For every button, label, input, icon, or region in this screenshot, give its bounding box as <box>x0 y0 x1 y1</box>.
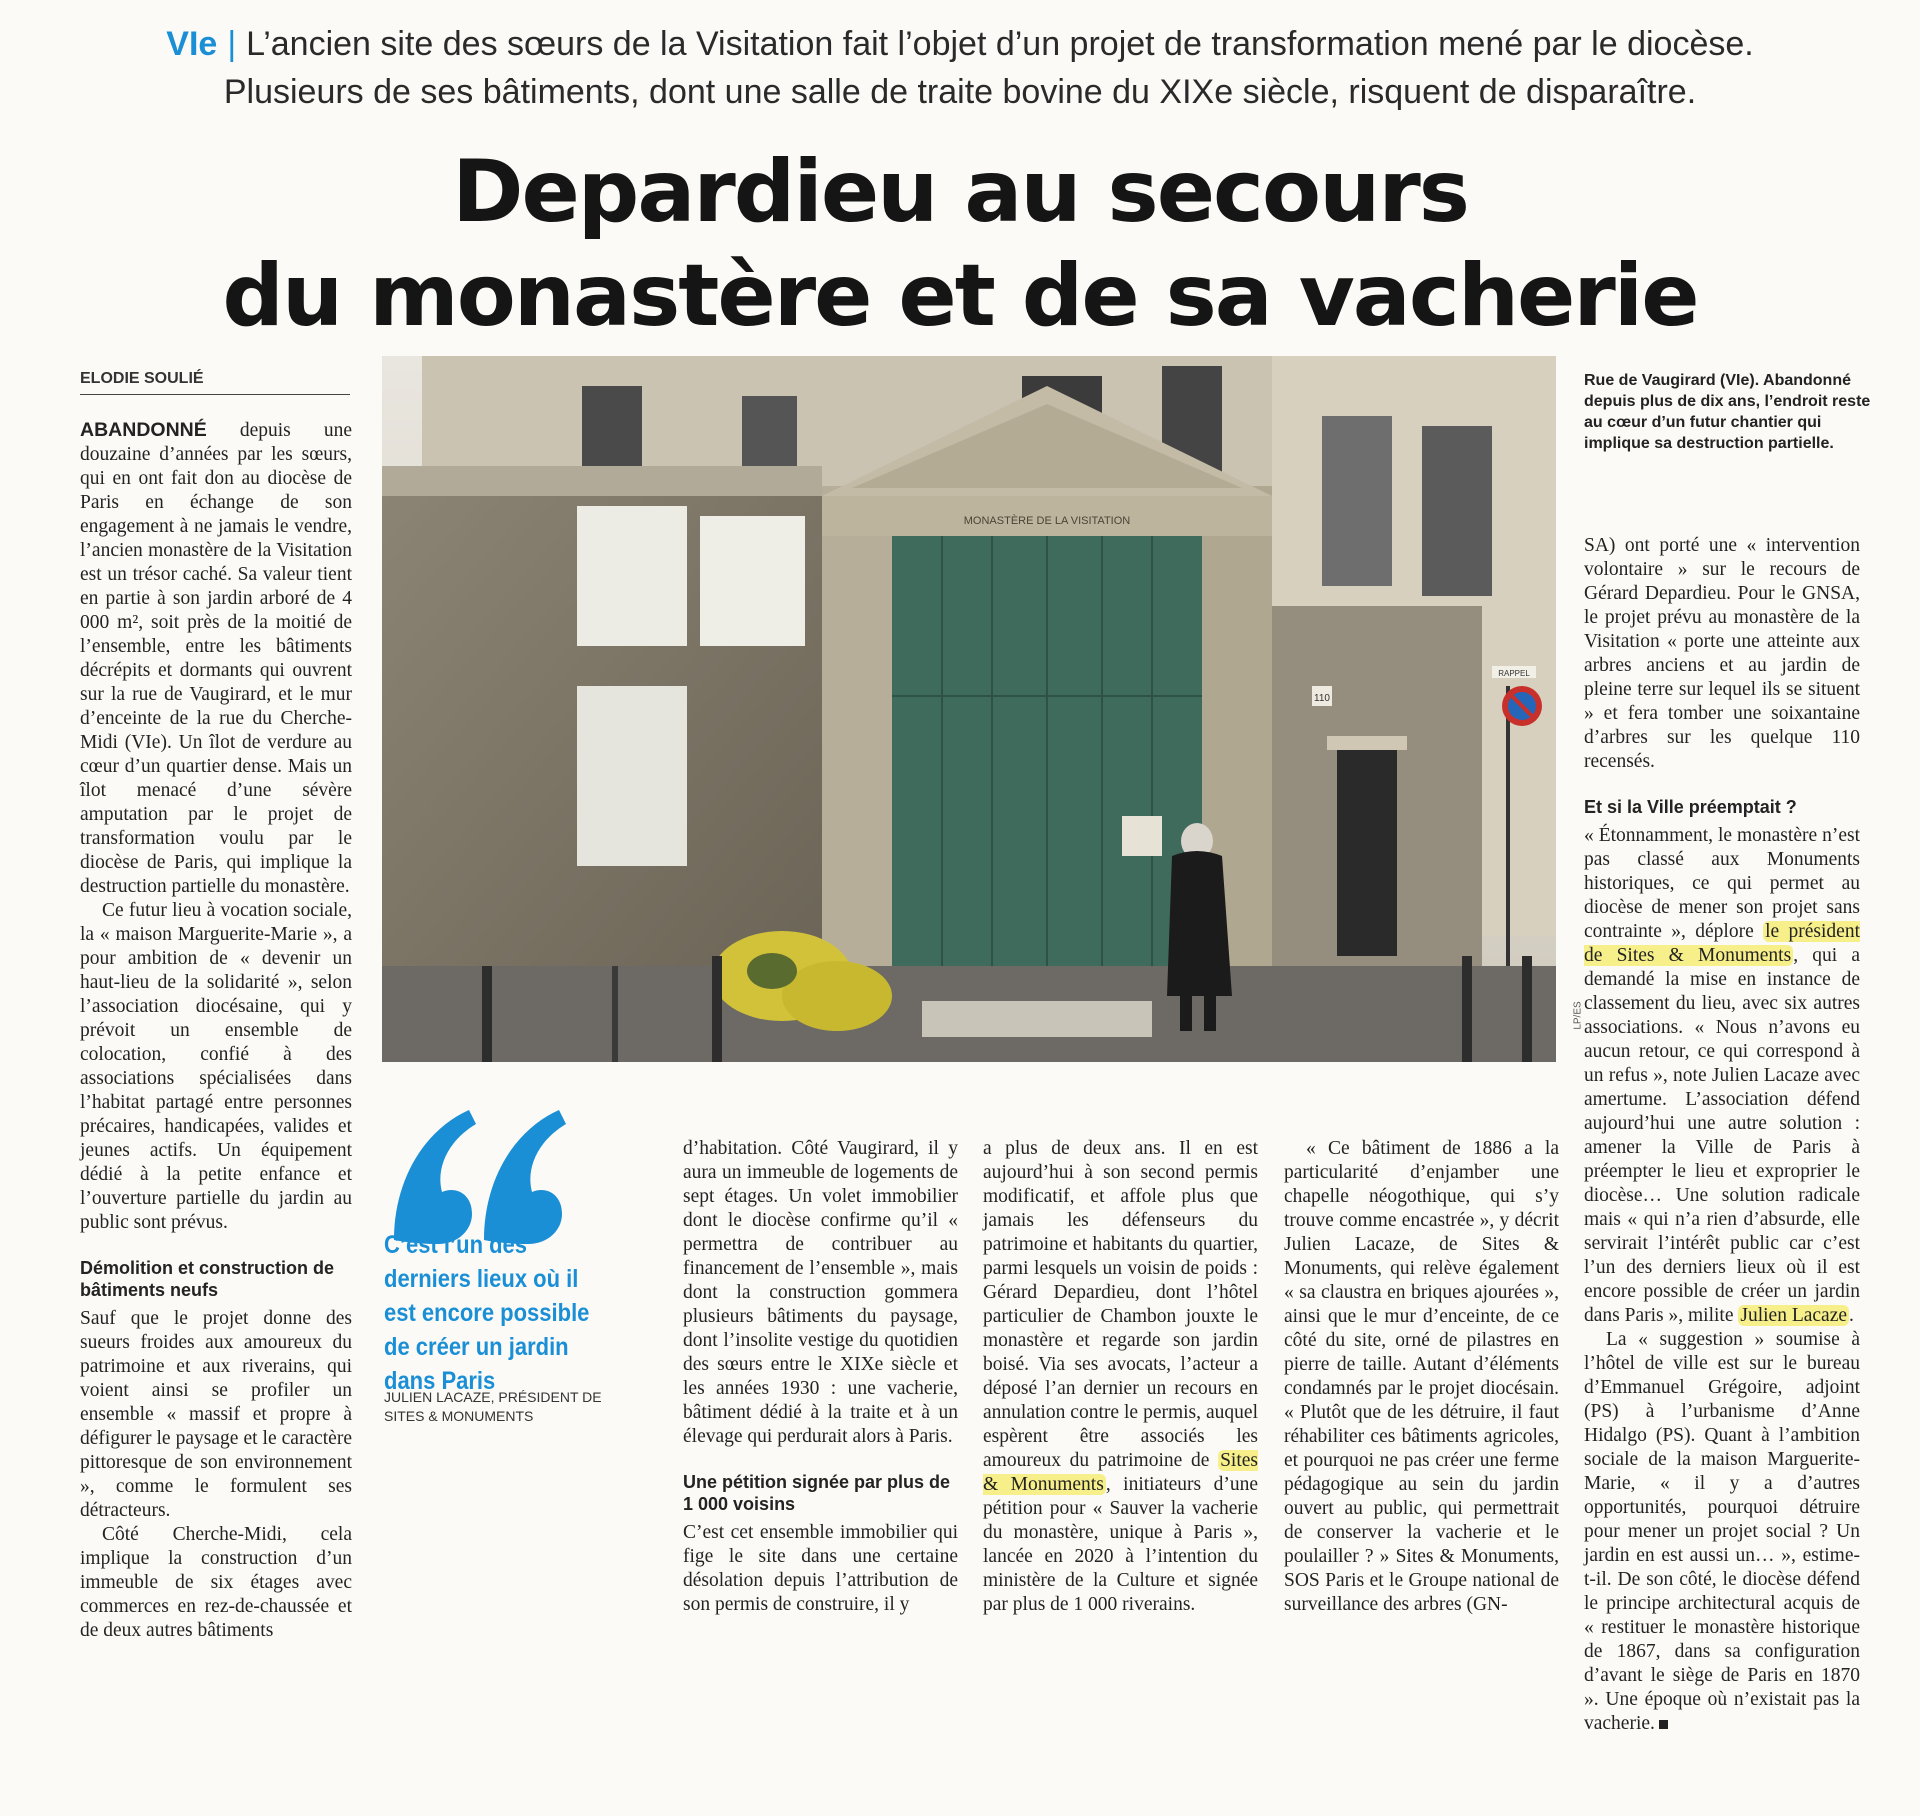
quote-attribution: JULIEN LACAZE, PRÉSIDENT DE SITES & MONUMENTS <box>384 1389 602 1424</box>
article-column-6 <box>1584 534 1860 1736</box>
paragraph: « Ce bâtiment de 1886 a la particularité d’enjamber une chapelle néogothique, qui s’y trouve comme encastrée », y décrit Julien Lacaze, de Sites & Monuments, qui relève également « sa claustra en briques ajourées », ainsi que le mur d’enceinte, de ce côté du site, orné de pilastres en pierre de taille. Autant d’éléments condamnés par le projet diocésain. « Plutôt que de les détruire, il faut réhabiliter ces bâtiments agricoles, et pourquoi ne pas créer une ferme pédagogique au sein du jardin ouvert au public, qui permettrait de conserver la vacherie et le poulailler ? » Sites & Monuments, SOS Paris et le Groupe national de surveillance des arbres (GN- <box>1284 1138 1559 1615</box>
kicker-line-2: Plusieurs de ses bâtiments, dont une salle de traite bovine du XIXe siècle, risquent de disparaître. <box>223 73 1697 111</box>
headline-line-1: Depardieu au secours <box>452 142 1468 242</box>
kicker-text-1: L’ancien site des sœurs de la Visitation fait l’objet d’un projet de transformation mené par le diocèse. <box>246 25 1754 63</box>
article-column-5 <box>1284 1137 1559 1617</box>
paragraph: Ce futur lieu à vocation sociale, la « maison Marguerite-Marie », a pour ambition de « devenir un haut-lieu de la solidarité », selon l’association diocésaine, qui y prévoit un ensemble de colocation, confié à des associations spécialisées dans l’habitat partagé entre personnes précaires, handicapées, valides et jeunes actifs. Un équipement dédié à la petite enfance et l’ouverture partielle du jardin au public sont prévus. <box>80 900 352 1233</box>
article-column-4 <box>983 1137 1258 1617</box>
photo-caption: Rue de Vaugirard (VIe). Abandonné depuis plus de dix ans, l’endroit reste au cœur d’un futur chantier qui implique sa destruction partielle. <box>1584 372 1871 452</box>
subheading: Une pétition signée par plus de 1 000 voisins <box>683 1472 951 1514</box>
paragraph: ABANDONNÉ depuis une douzaine d’années par les sœurs, qui en ont fait don au diocèse de Paris en échange de son engagement à ne jamais le vendre, l’ancien monastère de la Visitation est un trésor caché. Sa valeur tient en partie à son jardin arboré de 4 000 m², soit près de la moitié de l’ensemble, entre les bâtiments décrépits et dormants qui ouvrent sur la rue de Vaugirard, et le mur d’enceinte de la rue du Cherche-Midi (VIe). Un îlot de verdure au cœur d’un quartier dense. Mais un îlot menacé d’une sévère amputation par le projet de transformation voulu par le diocèse de Paris, qui implique la destruction partielle du monastère. <box>80 419 352 897</box>
photo-credit: LP/ES <box>1572 1001 1584 1030</box>
headline <box>40 140 1880 348</box>
monastery-facade-image <box>382 356 1556 1062</box>
kicker-line-1 <box>40 20 1880 68</box>
subheading: Et si la Ville préemptait ? <box>1584 797 1797 817</box>
byline: ELODIE SOULIÉ <box>80 370 350 395</box>
paragraph: La « suggestion » soumise à l’hôtel de ville est sur le bureau d’Emmanuel Grégoire, adjoint (PS) à l’urbanisme d’Anne Hidalgo (PS). Quant à l’ambition sociale de la maison Marguerite-Marie, « il y a d’autres opportunités, pourquoi détruire pour mener un projet social ? Un jardin en est aussi un… », estime-t-il. De son côté, le diocèse défend le principe architectural acquis de « restituer le monastère historique de 1867, dans sa configuration d’avant le siège de Paris en 1870 ». Une époque où n’existait pas la vacherie. <box>1584 1329 1860 1734</box>
highlighted-text: Julien Lacaze <box>1740 1305 1848 1326</box>
kicker-separator: | <box>227 25 237 63</box>
paragraph: C’est cet ensemble immobilier qui fige le site dans une certaine désolation depuis l’attribution de son permis de construire, il y <box>683 1522 958 1615</box>
end-mark-icon <box>1659 1720 1668 1729</box>
pull-quote: C’est l’un des derniers lieux où il est encore possible de créer un jardin dans Paris <box>384 1231 590 1395</box>
subheading: Démolition et construction de bâtiments neufs <box>80 1258 335 1300</box>
lead-word: ABANDONNÉ <box>80 419 207 441</box>
section-label: VIe <box>166 25 218 63</box>
kicker <box>40 20 1880 116</box>
paragraph: d’habitation. Côté Vaugirard, il y aura un immeuble de logements de sept étages. Un volet immobilier dont le diocèse confirme qu’il « permettra de contribuer au financement de l’ensemble », mais dont la construction gommera plusieurs bâtiments du paysage, dont l’insolite vestige du quotidien des sœurs entre le XIXe siècle et les années 1930 : une vacherie, bâtiment dédié à la traite et à un élevage qui perdurait alors à Paris. <box>683 1138 958 1447</box>
highlighted-text: le président de Sites & Monuments <box>1584 921 1860 966</box>
street-number: 110 <box>1314 693 1330 704</box>
headline-line-2: du monastère et de sa vacherie <box>222 246 1698 346</box>
article-column-3 <box>683 1137 958 1617</box>
article-photo <box>382 356 1556 1062</box>
article-column-1 <box>80 418 352 1643</box>
paragraph: Sauf que le projet donne des sueurs froides aux amoureux du patrimoine et aux riverains, qui voient ainsi se profiler un ensemble « massif et propre à défigurer le paysage et le caractère pittoresque de son environnement », comme le formulent ses détracteurs. <box>80 1308 352 1521</box>
paragraph: « Étonnamment, le monastère n’est pas classé aux Monuments historiques, ce qui permet au diocèse de mener son projet sans contrainte », déplore le président de Sites & Monuments , qui a demandé la mise en instance de classement du lieu, avec six autres associations. « Nous n’avons eu aucun retour, ce qui correspond à un refus », note Julien Lacaze avec amertume. L’association défend aujourd’hui une autre solution : amener la Ville de Paris à préempter le lieu et exproprier le diocèse… Une solution radicale mais « qui n’a rien d’absurde, elle servirait l’intérêt public car c’est l’un des derniers lieux où il est encore possible de créer un jardin dans Paris », milite Julien Lacaze . <box>1584 825 1861 1326</box>
paragraph: Côté Cherche-Midi, cela implique la construction d’un immeuble de six étages avec commerces en rez-de-chaussée et de deux autres bâtiments <box>80 1524 352 1641</box>
paragraph: SA) ont porté une « intervention volontaire » sur le recours de Gérard Depardieu. Pour le GNSA, le projet prévu au monastère de la Visitation « porte une atteinte aux arbres anciens et au jardin de pleine terre sur lequel ils se situent » et fera tomber une soixantaine d’arbres sur les quelque 110 recensés. <box>1584 535 1860 772</box>
highlighted-text: Sites & Monuments <box>983 1450 1259 1495</box>
paragraph: a plus de deux ans. Il en est aujourd’hui à son second permis modificatif, et affole plus que jamais les défenseurs du patrimoine et habitants du quartier, parmi lesquels un voisin de poids : Gérard Depardieu, dont l’hôtel particulier de Chambon jouxte le monastère et regarde son jardin boisé. Via ses avocats, l’acteur a déposé l’an dernier un recours en annulation contre le permis, auquel espèrent être associés les amoureux du patrimoine de Sites & Monuments , initiateurs d’une pétition pour « Sauver la vacherie du monastère, unique à Paris », lancée en 2020 à l’intention du ministère de la Culture et signée par plus de 1 000 riverains. <box>983 1138 1259 1615</box>
monastery-sign: MONASTÈRE DE LA VISITATION <box>963 515 1131 527</box>
rappel-plaque: RAPPEL <box>1498 669 1530 678</box>
